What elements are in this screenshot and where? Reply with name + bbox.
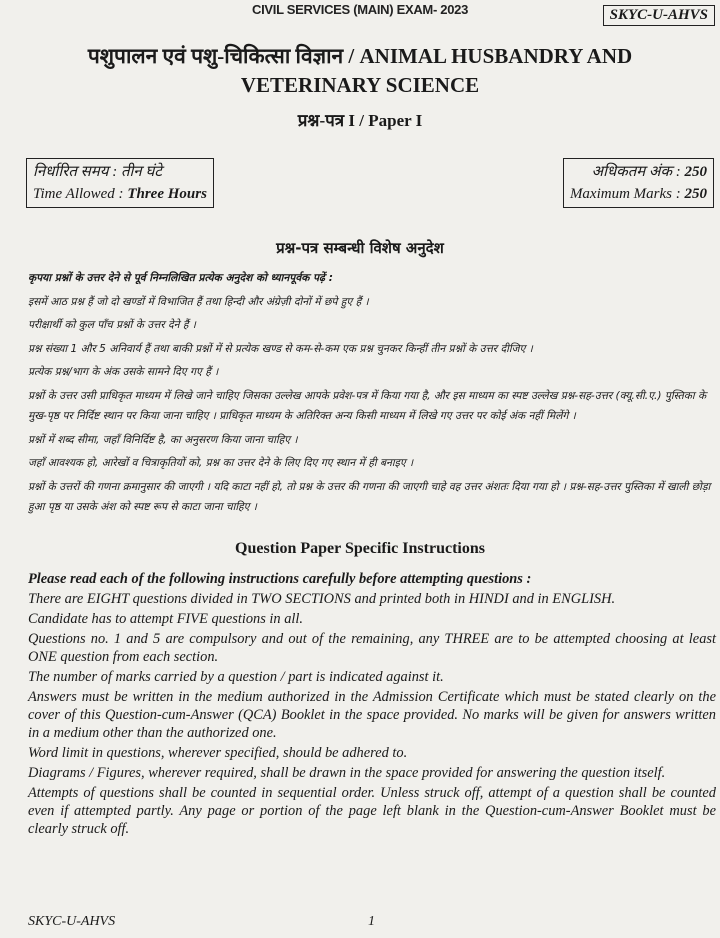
time-allowed-hindi: निर्धारित समय : तीन घंटे <box>33 164 162 180</box>
maximum-marks-box <box>563 158 714 208</box>
time-allowed-label: Time Allowed : <box>33 186 128 202</box>
english-instruction-item: Questions no. 1 and 5 are compulsory and out of the remaining, any THREE are to be attempted choosing at least ONE question from each section. <box>28 631 716 665</box>
english-instruction-item: The number of marks carried by a question / part is indicated against it. <box>28 669 444 685</box>
hindi-instruction-item: प्रत्येक प्रश्न/भाग के अंक उसके सामने दिए गए हैं । <box>28 366 219 378</box>
english-instruction-item: Diagrams / Figures, wherever required, shall be drawn in the space provided for answering the question itself. <box>28 765 666 781</box>
maximum-marks-label: Maximum Marks : <box>569 186 685 202</box>
english-instructions <box>28 570 716 840</box>
hindi-instruction-item: इसमें आठ प्रश्न हैं जो दो खण्डों में विभाजित हैं तथा हिन्दी और अंग्रेज़ी दोनों में छपे हुए हैं । <box>28 295 369 308</box>
time-allowed-box <box>26 158 214 208</box>
subject-title-line1: पशुपालन एवं पशु-चिकित्सा विज्ञान / ANIMAL HUSBANDRY AND <box>87 44 633 68</box>
maximum-marks-english <box>570 183 707 205</box>
footer-paper-code: SKYC-U-AHVS <box>28 914 116 929</box>
hindi-instruction-item: प्रश्न संख्या 1 और 5 अनिवार्य हैं तथा बाकी प्रश्नों में से प्रत्येक खण्ड से कम-से-कम एक प्रश्न चुनकर किन्हीं तीन प्रश्नों के उत्तर दीजिए । <box>28 342 533 355</box>
maximum-marks-hindi-label: अधिकतम अंक : <box>591 164 685 180</box>
paper-code-box: SKYC-U-AHVS <box>603 5 715 26</box>
maximum-marks-hindi-value: 250 <box>684 164 707 180</box>
page-number: 1 <box>368 914 375 929</box>
english-instruction-item: Word limit in questions, wherever specified, should be adhered to. <box>28 745 408 761</box>
english-instruction-item: Attempts of questions shall be counted in sequential order. Unless struck off, attempt of a question shall be counted even if attempted partly. Any page or portion of the page left blank in the Question-cum-Answer Booklet must be clearly struck off. <box>28 785 716 837</box>
hindi-instructions-heading: प्रश्न-पत्र सम्बन्धी विशेष अनुदेश <box>276 239 444 257</box>
maximum-marks-value: 250 <box>684 186 707 202</box>
time-allowed-value: Three Hours <box>127 186 207 202</box>
english-instruction-item: Answers must be written in the medium authorized in the Admission Certificate which must be stated clearly on the cover of this Question-cum-Answer (QCA) Booklet in the space provided. No marks will be given for answers written in a medium other than the authorized one. <box>28 689 716 741</box>
hindi-instruction-item: प्रश्नों के उत्तर उसी प्राधिकृत माध्यम में लिखे जाने चाहिए जिसका उल्लेख आपके प्रवेश-पत्र में किया गया है, और इस माध्यम का स्पष्ट उल्लेख प्रश्न-सह-उत्तर (क्यू.सी.ए.) पुस्तिका के मुख-पृष्ठ पर निर्दिष्ट स्थान पर किया जाना चाहिए । प्राधिकृत माध्यम के अतिरिक्त अन्य किसी माध्यम में लिखे गए उत्तर पर कोई अंक नहीं मिलेंगे । <box>28 389 707 422</box>
subject-title-line2: VETERINARY SCIENCE <box>240 73 480 97</box>
hindi-instruction-item: परीक्षार्थी को कुल पाँच प्रश्नों के उत्तर देने हैं । <box>28 319 196 331</box>
english-instruction-item: Candidate has to attempt FIVE questions in all. <box>28 611 304 627</box>
english-instructions-lead: Please read each of the following instructions carefully before attempting questions : <box>28 571 532 587</box>
hindi-instruction-item: जहाँ आवश्यक हो, आरेखों व चित्राकृतियों को, प्रश्न का उत्तर देने के लिए दिए गए स्थान में ही बनाइए । <box>28 457 414 469</box>
hindi-instruction-item: प्रश्नों में शब्द सीमा, जहाँ विनिर्दिष्ट है, का अनुसरण किया जाना चाहिए । <box>28 433 298 446</box>
english-instructions-heading: Question Paper Specific Instructions <box>235 540 485 557</box>
hindi-instruction-item: प्रश्नों के उत्तरों की गणना क्रमानुसार की जाएगी । यदि काटा नहीं हो, तो प्रश्न के उत्तर की गणना की जाएगी चाहे वह उत्तर अंशतः दिया गया हो । प्रश्न-सह-उत्तर पुस्तिका में खाली छोड़ा हुआ पृष्ठ या उसके अंश को स्पष्ट रूप से काटा जाना चाहिए । <box>28 480 711 513</box>
hindi-instructions <box>28 268 714 521</box>
time-allowed-english <box>33 183 207 205</box>
hindi-instructions-lead: कृपया प्रश्नों के उत्तर देने से पूर्व निम्नलिखित प्रत्येक अनुदेश को ध्यानपूर्वक पढ़ें : <box>28 272 333 284</box>
paper-number: प्रश्न-पत्र I / Paper I <box>297 111 423 130</box>
exam-name: CIVIL SERVICES (MAIN) EXAM- 2023 <box>251 2 469 17</box>
maximum-marks-hindi <box>570 161 707 183</box>
english-instruction-item: There are EIGHT questions divided in TWO SECTIONS and printed both in HINDI and in ENGLISH. <box>28 591 616 607</box>
